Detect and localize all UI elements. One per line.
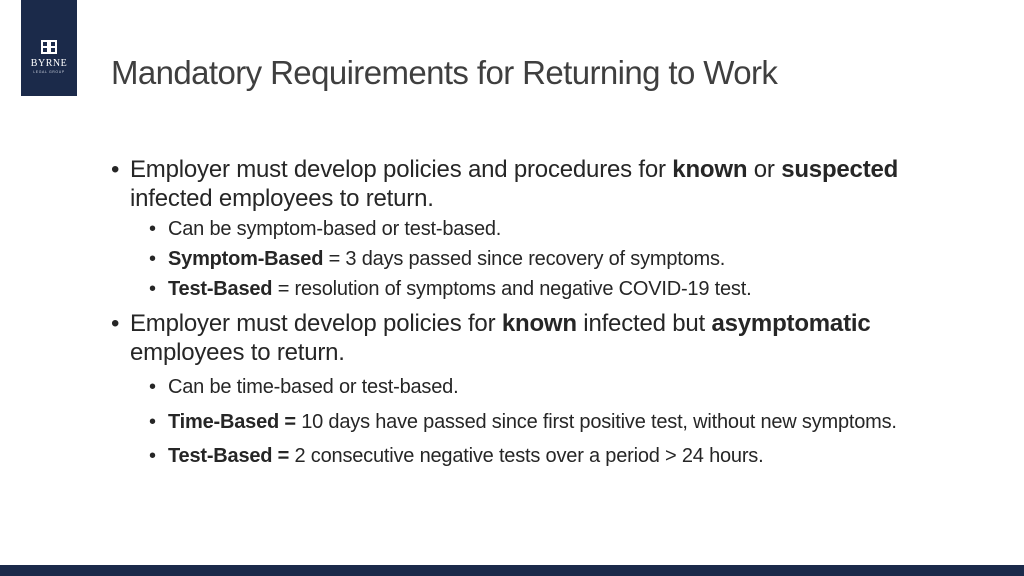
bullet-known-or-suspected bbox=[111, 155, 961, 213]
sub-bullet-term: Test-Based bbox=[168, 278, 273, 300]
sub-bullet-text: 2 consecutive negative tests over a period > 24 hours. bbox=[289, 445, 764, 467]
sub-bullet-text: = 3 days passed since recovery of symptoms. bbox=[323, 248, 726, 270]
footer-bar bbox=[0, 565, 1024, 576]
slide-title: Mandatory Requirements for Returning to Work bbox=[111, 54, 778, 91]
bullet-known-asymptomatic bbox=[111, 309, 961, 367]
sub-bullet-time-or-test bbox=[149, 375, 961, 400]
sub-bullet-text: Can be symptom-based or test-based. bbox=[168, 218, 502, 240]
sub-bullet-time-based bbox=[149, 410, 961, 435]
logo-name: BYRNE bbox=[30, 58, 68, 69]
bullet-text: employees to return. bbox=[130, 339, 345, 366]
sub-bullet-text: = resolution of symptoms and negative COVID-19 test. bbox=[272, 278, 752, 300]
sub-bullet-term: Symptom-Based bbox=[168, 248, 324, 270]
bullet-emphasis: known bbox=[672, 156, 748, 183]
bullet-emphasis: known bbox=[501, 310, 577, 337]
bullet-text: infected but bbox=[576, 310, 712, 337]
bullet-text: Employer must develop policies and procedures for bbox=[130, 156, 673, 183]
bullet-text: or bbox=[747, 156, 782, 183]
sub-bullet-text: Can be time-based or test-based. bbox=[168, 376, 459, 398]
sub-bullet-symptom-based bbox=[149, 247, 961, 272]
bullet-emphasis: suspected bbox=[781, 156, 899, 183]
sub-bullet-test-based-1 bbox=[149, 277, 961, 302]
sub-bullet-test-based-2 bbox=[149, 444, 961, 469]
bullet-text: infected employees to return. bbox=[130, 185, 434, 212]
bullet-text: Employer must develop policies for bbox=[130, 310, 502, 337]
logo-monogram-icon bbox=[41, 40, 57, 54]
bullet-emphasis: asymptomatic bbox=[711, 310, 871, 337]
logo-subtitle: LEGAL GROUP bbox=[33, 70, 65, 74]
sub-bullet-text: 10 days have passed since first positive test, without new symptoms. bbox=[295, 411, 897, 433]
sub-bullet-term: Test-Based = bbox=[168, 445, 290, 467]
sub-bullet-symptom-or-test bbox=[149, 217, 961, 242]
sub-bullet-term: Time-Based = bbox=[168, 411, 296, 433]
slide-content bbox=[111, 155, 961, 469]
company-logo bbox=[21, 0, 77, 96]
